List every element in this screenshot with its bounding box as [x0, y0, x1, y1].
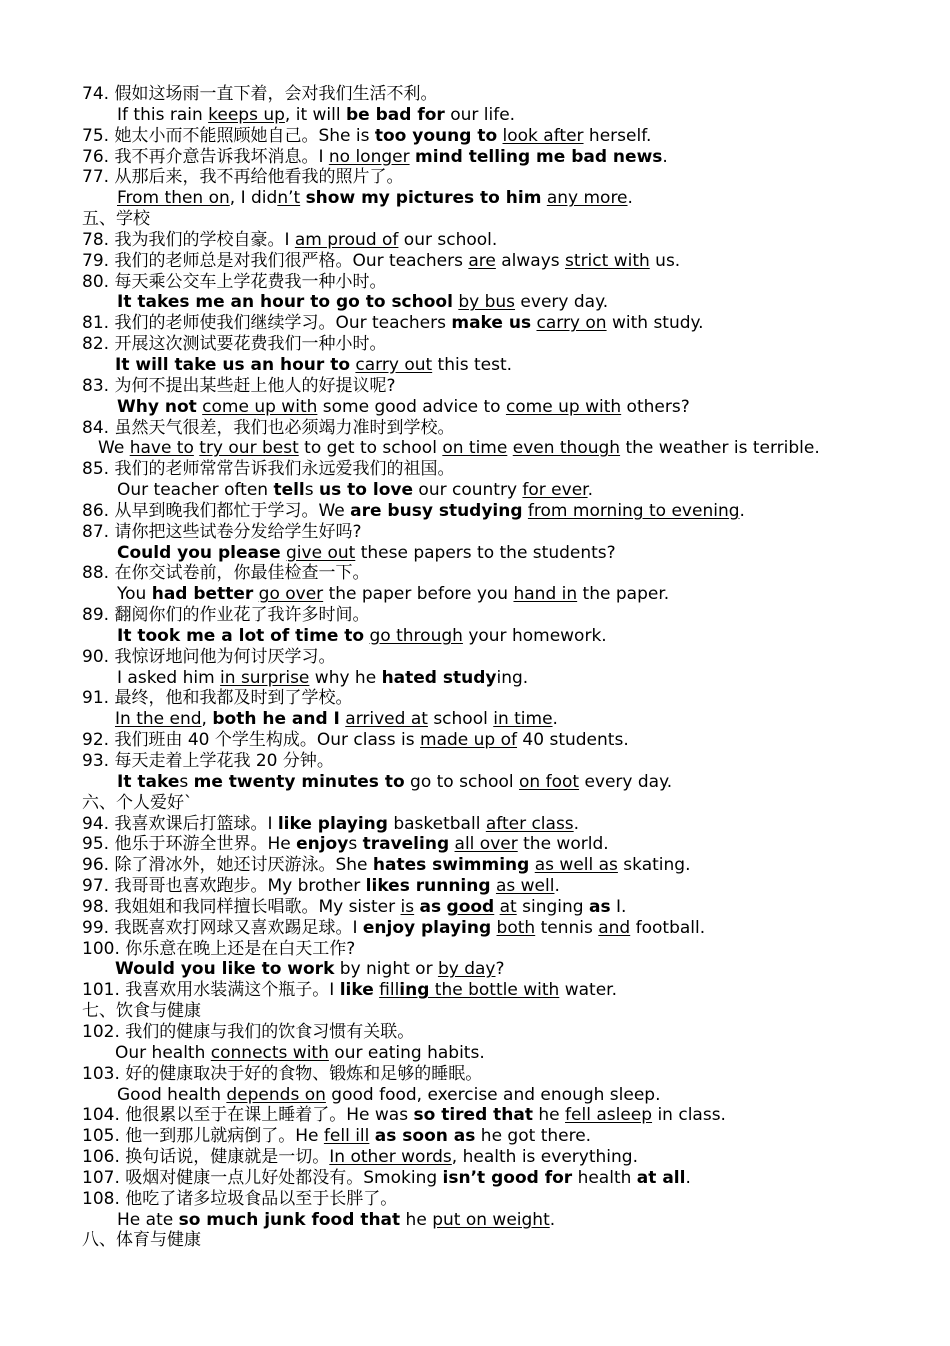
text-segment: is — [400, 896, 415, 917]
text-segment: 98. 我姐姐和我同样擅长唱歌。My sister — [82, 896, 401, 917]
text-segment: so tired that — [413, 1105, 533, 1126]
text-segment: even though — [512, 438, 621, 459]
text-segment: . — [573, 813, 580, 834]
text-segment: 40 students. — [517, 730, 629, 751]
text-line — [82, 876, 932, 897]
text-segment: with study. — [606, 313, 704, 334]
text-segment: am proud of — [294, 229, 399, 250]
text-segment: 74. 假如这场雨一直下着，会对我们生活不利。 — [82, 84, 438, 104]
text-segment: school — [427, 709, 494, 730]
text-segment: have to — [129, 438, 194, 459]
text-line — [82, 626, 932, 647]
text-line — [82, 1189, 932, 1210]
text-segment: after class — [485, 813, 574, 834]
text-line — [82, 730, 932, 751]
text-segment: 89. 翻阅你们的作业花了我许多时间。 — [82, 605, 370, 626]
text-segment: football. — [630, 917, 706, 938]
text-segment: , it will — [284, 104, 346, 125]
text-segment: Good health — [117, 1084, 227, 1105]
text-segment: He ate — [117, 1209, 179, 1230]
text-segment: like — [339, 980, 374, 1001]
text-segment: skating. — [617, 855, 691, 876]
text-segment: enjoy playing — [362, 917, 492, 938]
text-segment: our country — [413, 480, 523, 501]
text-segment: every day. — [579, 771, 673, 792]
text-segment: In the end — [115, 709, 202, 730]
text-segment: s — [304, 480, 320, 501]
text-segment: at — [499, 896, 517, 917]
text-segment: good — [446, 896, 495, 917]
text-segment: every day. — [515, 292, 609, 313]
text-line — [82, 918, 932, 939]
text-segment: go over — [258, 584, 324, 605]
text-segment: From then on — [117, 188, 230, 209]
text-segment: . — [662, 146, 668, 167]
text-segment: 106. 换句话说，健康就是一切。 — [82, 1147, 330, 1168]
text-segment: both — [496, 917, 536, 938]
text-segment: . — [685, 1167, 691, 1188]
text-segment: the world. — [517, 834, 609, 855]
text-segment: come up with — [505, 396, 622, 417]
text-segment: 75. 她太小而不能照顾她自己。She is — [82, 125, 375, 146]
text-segment: the bottle with — [429, 980, 560, 1001]
text-segment: s — [348, 834, 363, 855]
text-line — [82, 1126, 932, 1147]
text-segment: hates swimming — [372, 855, 530, 876]
text-segment: to get to school — [298, 438, 443, 459]
text-segment: in time — [493, 709, 553, 730]
text-segment: , — [201, 709, 213, 730]
text-line — [82, 1001, 932, 1022]
text-segment: show my pictures to him — [305, 188, 542, 209]
text-segment: hated study — [381, 667, 497, 688]
text-segment: at all — [636, 1167, 686, 1188]
text-segment: give out — [286, 542, 356, 563]
text-segment: make us — [451, 313, 532, 334]
text-segment: he — [532, 1105, 566, 1126]
text-segment: 103. 好的健康取决于好的食物、锻炼和足够的睡眠。 — [82, 1063, 483, 1084]
text-segment: carry out — [355, 354, 433, 375]
text-segment: water. — [559, 980, 617, 1001]
text-segment: us. — [649, 250, 681, 271]
text-segment: 77. 从那后来，我不再给他看我的照片了。 — [82, 167, 404, 188]
text-line — [82, 84, 932, 105]
text-segment: . — [552, 709, 558, 730]
text-line — [82, 230, 932, 251]
text-segment: as well as — [534, 855, 618, 876]
text-segment: . — [549, 1209, 556, 1230]
text-segment: the paper. — [577, 584, 670, 605]
text-line — [82, 688, 932, 709]
text-segment: 107. 吸烟对健康一点儿好处都没有。Smoking — [82, 1167, 443, 1188]
text-segment: ing. — [496, 667, 529, 688]
text-segment: singing — [516, 896, 589, 917]
text-line — [82, 376, 932, 397]
text-segment: I. — [610, 896, 627, 917]
text-line — [82, 459, 932, 480]
text-line — [82, 1210, 932, 1231]
text-segment: try our best — [199, 438, 299, 459]
text-segment: . — [587, 480, 593, 501]
text-segment: 79. 我们的老师总是对我们很严格。Our teachers — [82, 250, 469, 271]
text-segment: 86. 从早到晚我们都忙于学习。We — [82, 500, 351, 521]
text-segment: 五、学校 — [82, 209, 150, 230]
text-segment: . — [739, 500, 745, 521]
text-line — [82, 980, 932, 1001]
text-segment: put on weight — [432, 1209, 550, 1230]
text-line — [82, 751, 932, 772]
text-segment: n’t — [277, 188, 301, 209]
text-line — [82, 1168, 932, 1189]
text-segment: 六、个人爱好` — [82, 792, 193, 813]
text-segment: 84. 虽然天气很差，我们也必须竭力准时到学校。 — [82, 417, 455, 438]
text-segment: look after — [502, 125, 584, 146]
text-segment: arrived at — [345, 709, 428, 730]
text-segment: fill — [379, 980, 400, 1001]
text-segment: . — [627, 188, 633, 209]
text-line — [82, 668, 932, 689]
text-line — [82, 772, 932, 793]
text-segment: he — [400, 1209, 433, 1230]
text-segment: hand in — [513, 584, 578, 605]
text-line — [82, 793, 932, 814]
text-segment: as — [419, 896, 442, 917]
text-segment: are — [468, 250, 496, 271]
text-line — [82, 292, 932, 313]
text-segment: as well — [495, 876, 555, 897]
text-segment: your homework. — [462, 625, 607, 646]
text-segment: It took me a lot of time to — [117, 625, 365, 646]
text-segment: mind telling me bad news — [414, 146, 663, 167]
text-segment: these papers to the students? — [355, 542, 616, 563]
text-line — [82, 355, 932, 376]
text-segment: basketball — [387, 813, 486, 834]
text-line — [82, 522, 932, 543]
text-segment: 100. 你乐意在晚上还是在白天工作? — [82, 938, 356, 959]
text-line — [82, 563, 932, 584]
text-segment: 96. 除了滑冰外，她还讨厌游泳。She — [82, 855, 373, 876]
text-segment: our life. — [444, 104, 516, 125]
text-segment: It take — [117, 771, 180, 792]
text-segment: keeps up — [208, 104, 285, 125]
text-segment: as soon as — [374, 1126, 476, 1147]
text-segment: too young to — [374, 125, 498, 146]
text-segment: isn’t good for — [442, 1167, 573, 1188]
text-segment: , health is everything. — [451, 1147, 638, 1168]
text-segment: Would you like to work — [115, 959, 335, 980]
text-line — [82, 397, 932, 418]
text-line — [82, 647, 932, 668]
text-segment: . — [554, 876, 560, 897]
text-segment: It takes me an hour to go to school — [117, 292, 453, 313]
text-line — [82, 480, 932, 501]
text-segment: Could you please — [117, 542, 281, 563]
text-segment: Why not — [117, 396, 197, 417]
text-segment: had better — [151, 584, 254, 605]
text-segment: in surprise — [220, 667, 310, 688]
text-segment: by day — [437, 959, 496, 980]
text-segment: both he and I — [212, 709, 340, 730]
text-segment: come up with — [202, 396, 318, 417]
text-segment: this test. — [432, 354, 513, 375]
text-segment: traveling — [362, 834, 450, 855]
text-segment: good food, exercise and enough sleep. — [325, 1084, 661, 1105]
text-segment: on foot — [519, 771, 580, 792]
text-segment: go to school — [404, 771, 520, 792]
text-segment: 99. 我既喜欢打网球又喜欢踢足球。I — [82, 917, 363, 938]
text-segment: 八、体育与健康 — [82, 1230, 201, 1251]
text-segment: and — [598, 917, 631, 938]
text-segment: 101. 我喜欢用水装满这个瓶子。I — [82, 980, 340, 1001]
text-segment: the paper before you — [323, 584, 514, 605]
text-segment: Our teacher often — [117, 480, 274, 501]
text-segment: for ever — [522, 480, 588, 501]
text-segment: by night or — [334, 959, 438, 980]
text-segment: our school. — [398, 229, 498, 250]
text-line — [82, 855, 932, 876]
text-segment: no longer — [328, 146, 410, 167]
text-line — [82, 188, 932, 209]
text-segment: You — [117, 584, 152, 605]
text-line — [82, 272, 932, 293]
text-segment: fell ill — [323, 1126, 370, 1147]
text-segment: from morning to evening — [527, 500, 740, 521]
text-segment: 95. 他乐于环游全世界。He — [82, 834, 297, 855]
text-segment: 83. 为何不提出某些赶上他人的好提议呢? — [82, 375, 396, 396]
text-segment: why he — [309, 667, 382, 688]
text-segment: 七、饮食与健康 — [82, 1001, 201, 1022]
text-segment: 90. 我惊讶地问他为何讨厌学习。 — [82, 646, 336, 667]
text-segment: In other words — [329, 1147, 452, 1168]
text-segment: 104. 他很累以至于在课上睡着了。He was — [82, 1105, 414, 1126]
text-line — [82, 605, 932, 626]
text-segment: 94. 我喜欢课后打篮球。I — [82, 813, 278, 834]
document-page — [82, 84, 932, 1251]
text-line — [82, 147, 932, 168]
text-segment: I asked him — [117, 667, 221, 688]
text-segment: some good advice to — [317, 396, 506, 417]
text-line — [82, 814, 932, 835]
text-segment: 81. 我们的老师使我们继续学习。Our teachers — [82, 313, 452, 334]
text-segment: If this rain — [117, 104, 209, 125]
text-segment: likes running — [365, 876, 491, 897]
text-line — [82, 584, 932, 605]
text-segment: as — [588, 896, 611, 917]
text-segment: 97. 我哥哥也喜欢跑步。My brother — [82, 876, 366, 897]
text-segment: like playing — [277, 813, 388, 834]
text-segment: 80. 每天乘公交车上学花费我一种小时。 — [82, 271, 387, 292]
text-segment: 78. 我为我们的学校自豪。I — [82, 229, 295, 250]
text-segment: on time — [442, 438, 508, 459]
text-segment: 91. 最终，他和我都及时到了学校。 — [82, 688, 353, 709]
text-segment: 85. 我们的老师常常告诉我们永远爱我们的祖国。 — [82, 459, 455, 480]
text-segment: We — [98, 438, 130, 459]
text-segment: others? — [621, 396, 690, 417]
text-line — [82, 1043, 932, 1064]
text-line — [82, 334, 932, 355]
text-line — [82, 709, 932, 730]
text-line — [82, 1147, 932, 1168]
text-segment: 88. 在你交试卷前，你最佳检查一下。 — [82, 563, 370, 584]
text-segment: the weather is terrible. — [620, 438, 820, 459]
text-segment: in class. — [652, 1105, 726, 1126]
text-segment: our eating habits. — [328, 1042, 485, 1063]
text-segment: 108. 他吃了诸多垃圾食品以至于长胖了。 — [82, 1188, 398, 1209]
text-segment: ing — [399, 980, 430, 1001]
text-segment: made up of — [420, 730, 518, 751]
text-segment: 102. 我们的健康与我们的饮食习惯有关联。 — [82, 1021, 415, 1042]
text-segment: all over — [454, 834, 518, 855]
text-segment: Our health — [115, 1042, 211, 1063]
text-segment: , I did — [229, 188, 278, 209]
text-segment: be bad for — [346, 104, 445, 125]
text-segment: always — [495, 250, 566, 271]
text-line — [82, 313, 932, 334]
text-segment: It will take us an hour to — [115, 354, 350, 375]
text-line — [82, 543, 932, 564]
text-segment: s — [179, 771, 194, 792]
text-line — [82, 209, 932, 230]
text-line — [82, 897, 932, 918]
text-line — [82, 959, 932, 980]
text-segment: go through — [369, 625, 463, 646]
text-segment: are busy studying — [350, 500, 523, 521]
text-segment: 105. 他一到那儿就病倒了。He — [82, 1126, 324, 1147]
text-segment: strict with — [565, 250, 650, 271]
text-segment: tell — [273, 480, 305, 501]
text-segment: by bus — [458, 292, 516, 313]
text-segment: carry on — [536, 313, 607, 334]
text-segment: 82. 开展这次测试要花费我们一种小时。 — [82, 334, 387, 355]
text-line — [82, 1022, 932, 1043]
text-segment: ? — [495, 959, 505, 980]
text-segment: me twenty minutes to — [193, 771, 405, 792]
text-segment: 87. 请你把这些试卷分发给学生好吗? — [82, 521, 362, 542]
text-line — [82, 1230, 932, 1251]
text-line — [82, 126, 932, 147]
text-segment: 76. 我不再介意告诉我坏消息。I — [82, 146, 329, 167]
text-line — [82, 438, 932, 459]
text-segment: any more — [546, 188, 628, 209]
text-segment: so much junk food that — [178, 1209, 401, 1230]
text-line — [82, 834, 932, 855]
text-line — [82, 251, 932, 272]
text-segment: health — [572, 1167, 637, 1188]
text-segment: 93. 每天走着上学花我 20 分钟。 — [82, 751, 334, 771]
text-segment: enjoy — [296, 834, 349, 855]
text-line — [82, 167, 932, 188]
text-segment: fell asleep — [565, 1105, 653, 1126]
text-segment: us to love — [319, 480, 414, 501]
text-line — [82, 418, 932, 439]
text-segment: he got there. — [475, 1126, 592, 1147]
text-line — [82, 939, 932, 960]
text-line — [82, 1105, 932, 1126]
text-line — [82, 501, 932, 522]
text-segment: 92. 我们班由 40 个学生构成。Our class is — [82, 730, 421, 751]
text-line — [82, 105, 932, 126]
text-segment: depends on — [226, 1084, 326, 1105]
text-line — [82, 1085, 932, 1106]
text-segment: tennis — [535, 917, 599, 938]
text-segment: connects with — [210, 1042, 329, 1063]
text-segment: herself. — [583, 125, 652, 146]
text-line — [82, 1064, 932, 1085]
